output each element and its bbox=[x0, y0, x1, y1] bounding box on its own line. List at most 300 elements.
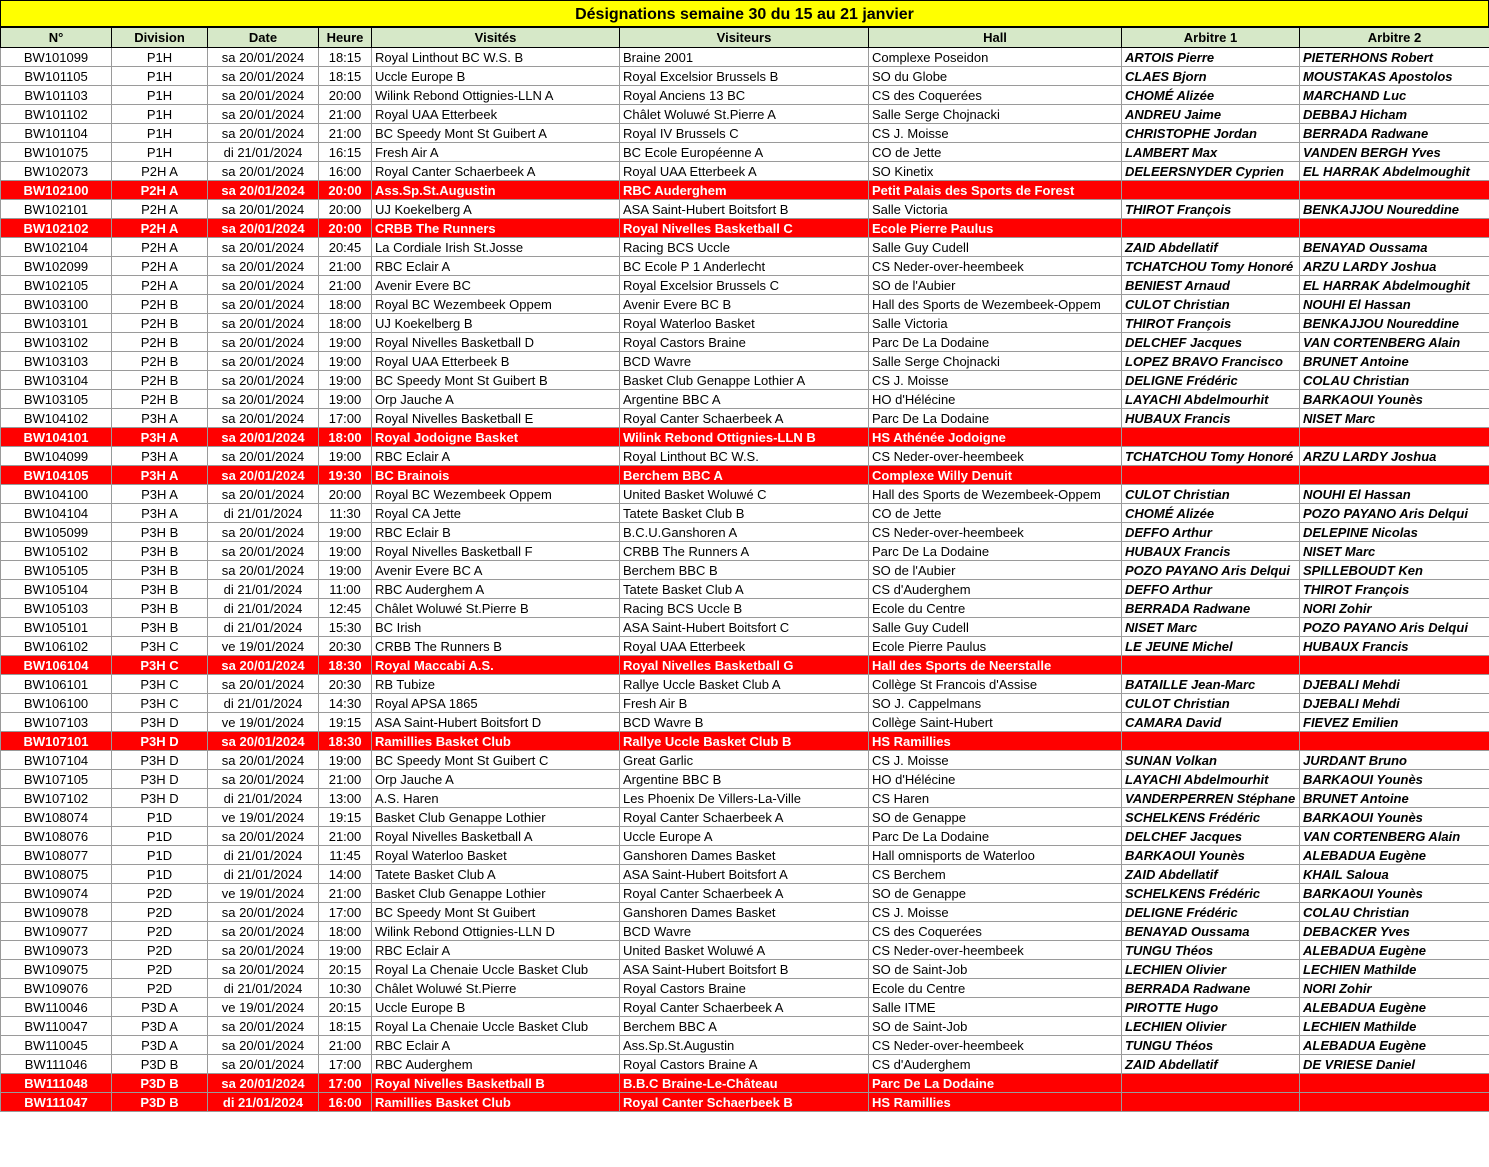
cell-hall[interactable]: CS des Coquerées bbox=[869, 922, 1122, 941]
cell-referee-1[interactable]: TUNGU Théos bbox=[1122, 1036, 1300, 1055]
cell-number[interactable]: BW102105 bbox=[1, 276, 112, 295]
cell-hall[interactable]: CS d'Auderghem bbox=[869, 1055, 1122, 1074]
cell-hall[interactable]: Parc De La Dodaine bbox=[869, 333, 1122, 352]
cell-hall[interactable]: SO de Saint-Job bbox=[869, 960, 1122, 979]
cell-visitors[interactable]: BC Ecole Européenne A bbox=[620, 143, 869, 162]
cell-home[interactable]: Avenir Evere BC A bbox=[372, 561, 620, 580]
cell-division[interactable]: P3H A bbox=[112, 504, 208, 523]
cell-visitors[interactable]: BCD Wavre bbox=[620, 922, 869, 941]
cell-visitors[interactable]: Great Garlic bbox=[620, 751, 869, 770]
cell-date[interactable]: sa 20/01/2024 bbox=[208, 48, 319, 67]
cell-hall[interactable]: Hall des Sports de Wezembeek-Oppem bbox=[869, 485, 1122, 504]
cell-visitors[interactable]: Royal Linthout BC W.S. bbox=[620, 447, 869, 466]
cell-division[interactable]: P3H D bbox=[112, 789, 208, 808]
cell-division[interactable]: P2D bbox=[112, 903, 208, 922]
cell-date[interactable]: ve 19/01/2024 bbox=[208, 808, 319, 827]
cell-division[interactable]: P2H B bbox=[112, 371, 208, 390]
cell-division[interactable]: P3H C bbox=[112, 656, 208, 675]
cell-number[interactable]: BW102104 bbox=[1, 238, 112, 257]
cell-division[interactable]: P3H B bbox=[112, 523, 208, 542]
cell-date[interactable]: sa 20/01/2024 bbox=[208, 276, 319, 295]
cell-visitors[interactable]: BCD Wavre B bbox=[620, 713, 869, 732]
cell-time[interactable]: 20:00 bbox=[319, 86, 372, 105]
cell-hall[interactable]: Collège Saint-Hubert bbox=[869, 713, 1122, 732]
cell-time[interactable]: 14:00 bbox=[319, 865, 372, 884]
cell-division[interactable]: P1H bbox=[112, 67, 208, 86]
cell-referee-2[interactable]: SPILLEBOUDT Ken bbox=[1300, 561, 1489, 580]
cell-date[interactable]: sa 20/01/2024 bbox=[208, 352, 319, 371]
cell-home[interactable]: BC Speedy Mont St Guibert bbox=[372, 903, 620, 922]
cell-visitors[interactable]: B.B.C Braine-Le-Château bbox=[620, 1074, 869, 1093]
cell-number[interactable]: BW106101 bbox=[1, 675, 112, 694]
cell-referee-2[interactable] bbox=[1300, 181, 1489, 200]
cell-referee-1[interactable] bbox=[1122, 732, 1300, 751]
cell-referee-2[interactable]: DEBACKER Yves bbox=[1300, 922, 1489, 941]
cell-time[interactable]: 20:15 bbox=[319, 960, 372, 979]
cell-home[interactable]: Royal Nivelles Basketball E bbox=[372, 409, 620, 428]
header-hall[interactable]: Hall bbox=[869, 28, 1122, 48]
cell-hall[interactable]: CS Neder-over-heembeek bbox=[869, 447, 1122, 466]
header-date[interactable]: Date bbox=[208, 28, 319, 48]
cell-visitors[interactable]: Royal Castors Braine bbox=[620, 333, 869, 352]
cell-date[interactable]: sa 20/01/2024 bbox=[208, 257, 319, 276]
cell-home[interactable]: Royal La Chenaie Uccle Basket Club bbox=[372, 960, 620, 979]
cell-date[interactable]: di 21/01/2024 bbox=[208, 599, 319, 618]
cell-hall[interactable]: CS Neder-over-heembeek bbox=[869, 257, 1122, 276]
cell-visitors[interactable]: Fresh Air B bbox=[620, 694, 869, 713]
cell-referee-2[interactable]: DEBBAJ Hicham bbox=[1300, 105, 1489, 124]
cell-hall[interactable]: CS J. Moisse bbox=[869, 903, 1122, 922]
cell-time[interactable]: 11:30 bbox=[319, 504, 372, 523]
cell-number[interactable]: BW103104 bbox=[1, 371, 112, 390]
cell-referee-2[interactable]: BARKAOUI Younès bbox=[1300, 884, 1489, 903]
cell-referee-1[interactable] bbox=[1122, 219, 1300, 238]
cell-referee-1[interactable]: ZAID Abdellatif bbox=[1122, 238, 1300, 257]
cell-referee-1[interactable]: BERRADA Radwane bbox=[1122, 979, 1300, 998]
cell-date[interactable]: ve 19/01/2024 bbox=[208, 884, 319, 903]
cell-referee-1[interactable]: POZO PAYANO Aris Delqui bbox=[1122, 561, 1300, 580]
cell-time[interactable]: 19:15 bbox=[319, 808, 372, 827]
cell-number[interactable]: BW102073 bbox=[1, 162, 112, 181]
cell-number[interactable]: BW109077 bbox=[1, 922, 112, 941]
cell-date[interactable]: di 21/01/2024 bbox=[208, 1093, 319, 1112]
cell-division[interactable]: P1D bbox=[112, 808, 208, 827]
cell-visitors[interactable]: Royal Anciens 13 BC bbox=[620, 86, 869, 105]
cell-visitors[interactable]: Avenir Evere BC B bbox=[620, 295, 869, 314]
cell-hall[interactable]: CS Neder-over-heembeek bbox=[869, 1036, 1122, 1055]
cell-number[interactable]: BW102102 bbox=[1, 219, 112, 238]
cell-referee-1[interactable]: LECHIEN Olivier bbox=[1122, 960, 1300, 979]
cell-number[interactable]: BW103101 bbox=[1, 314, 112, 333]
cell-visitors[interactable]: Royal IV Brussels C bbox=[620, 124, 869, 143]
cell-hall[interactable]: SO du Globe bbox=[869, 67, 1122, 86]
cell-home[interactable]: Royal UAA Etterbeek bbox=[372, 105, 620, 124]
cell-number[interactable]: BW106100 bbox=[1, 694, 112, 713]
cell-visitors[interactable]: Royal UAA Etterbeek bbox=[620, 637, 869, 656]
cell-home[interactable]: Royal Maccabi A.S. bbox=[372, 656, 620, 675]
cell-hall[interactable]: Complexe Poseidon bbox=[869, 48, 1122, 67]
cell-date[interactable]: sa 20/01/2024 bbox=[208, 922, 319, 941]
cell-time[interactable]: 13:00 bbox=[319, 789, 372, 808]
cell-number[interactable]: BW110046 bbox=[1, 998, 112, 1017]
cell-division[interactable]: P3D B bbox=[112, 1055, 208, 1074]
cell-hall[interactable]: Parc De La Dodaine bbox=[869, 1074, 1122, 1093]
cell-referee-1[interactable]: THIROT François bbox=[1122, 200, 1300, 219]
cell-visitors[interactable]: CRBB The Runners A bbox=[620, 542, 869, 561]
cell-date[interactable]: sa 20/01/2024 bbox=[208, 105, 319, 124]
cell-visitors[interactable]: Basket Club Genappe Lothier A bbox=[620, 371, 869, 390]
cell-time[interactable]: 19:00 bbox=[319, 751, 372, 770]
cell-home[interactable]: Orp Jauche A bbox=[372, 390, 620, 409]
cell-hall[interactable]: HO d'Hélécine bbox=[869, 390, 1122, 409]
cell-visitors[interactable]: Royal Castors Braine A bbox=[620, 1055, 869, 1074]
cell-referee-1[interactable]: DELIGNE Frédéric bbox=[1122, 371, 1300, 390]
cell-hall[interactable]: SO Kinetix bbox=[869, 162, 1122, 181]
cell-time[interactable]: 18:00 bbox=[319, 922, 372, 941]
cell-visitors[interactable]: Rallye Uccle Basket Club A bbox=[620, 675, 869, 694]
cell-referee-2[interactable]: EL HARRAK Abdelmoughit bbox=[1300, 276, 1489, 295]
cell-time[interactable]: 20:15 bbox=[319, 998, 372, 1017]
cell-number[interactable]: BW110045 bbox=[1, 1036, 112, 1055]
cell-referee-1[interactable] bbox=[1122, 1093, 1300, 1112]
cell-referee-1[interactable]: DELCHEF Jacques bbox=[1122, 827, 1300, 846]
cell-division[interactable]: P1H bbox=[112, 143, 208, 162]
cell-number[interactable]: BW105099 bbox=[1, 523, 112, 542]
cell-referee-1[interactable]: DELCHEF Jacques bbox=[1122, 333, 1300, 352]
cell-home[interactable]: Royal BC Wezembeek Oppem bbox=[372, 295, 620, 314]
cell-home[interactable]: Royal UAA Etterbeek B bbox=[372, 352, 620, 371]
cell-division[interactable]: P3H C bbox=[112, 675, 208, 694]
cell-referee-1[interactable]: LE JEUNE Michel bbox=[1122, 637, 1300, 656]
cell-visitors[interactable]: Royal Castors Braine bbox=[620, 979, 869, 998]
cell-home[interactable]: Royal Waterloo Basket bbox=[372, 846, 620, 865]
cell-hall[interactable]: CS Berchem bbox=[869, 865, 1122, 884]
cell-referee-2[interactable]: MOUSTAKAS Apostolos bbox=[1300, 67, 1489, 86]
cell-referee-2[interactable]: BARKAOUI Younès bbox=[1300, 808, 1489, 827]
cell-number[interactable]: BW104104 bbox=[1, 504, 112, 523]
cell-time[interactable]: 16:00 bbox=[319, 1093, 372, 1112]
cell-time[interactable]: 18:00 bbox=[319, 314, 372, 333]
cell-time[interactable]: 17:00 bbox=[319, 903, 372, 922]
cell-visitors[interactable]: Berchem BBC A bbox=[620, 466, 869, 485]
cell-referee-1[interactable]: BATAILLE Jean-Marc bbox=[1122, 675, 1300, 694]
cell-number[interactable]: BW108075 bbox=[1, 865, 112, 884]
cell-time[interactable]: 19:00 bbox=[319, 352, 372, 371]
cell-number[interactable]: BW109076 bbox=[1, 979, 112, 998]
cell-referee-2[interactable]: BARKAOUI Younès bbox=[1300, 770, 1489, 789]
cell-division[interactable]: P2H A bbox=[112, 219, 208, 238]
cell-referee-1[interactable]: TCHATCHOU Tomy Honoré bbox=[1122, 447, 1300, 466]
cell-date[interactable]: sa 20/01/2024 bbox=[208, 751, 319, 770]
cell-hall[interactable]: CS J. Moisse bbox=[869, 124, 1122, 143]
cell-time[interactable]: 17:00 bbox=[319, 1055, 372, 1074]
cell-division[interactable]: P3H B bbox=[112, 599, 208, 618]
cell-hall[interactable]: Petit Palais des Sports de Forest bbox=[869, 181, 1122, 200]
cell-division[interactable]: P2D bbox=[112, 979, 208, 998]
cell-hall[interactable]: CS des Coquerées bbox=[869, 86, 1122, 105]
cell-time[interactable]: 18:30 bbox=[319, 732, 372, 751]
cell-time[interactable]: 21:00 bbox=[319, 1036, 372, 1055]
cell-home[interactable]: Ramillies Basket Club bbox=[372, 732, 620, 751]
cell-number[interactable]: BW105103 bbox=[1, 599, 112, 618]
cell-number[interactable]: BW108076 bbox=[1, 827, 112, 846]
cell-number[interactable]: BW107103 bbox=[1, 713, 112, 732]
cell-division[interactable]: P3D A bbox=[112, 1036, 208, 1055]
cell-date[interactable]: di 21/01/2024 bbox=[208, 694, 319, 713]
cell-referee-2[interactable]: HUBAUX Francis bbox=[1300, 637, 1489, 656]
cell-number[interactable]: BW107101 bbox=[1, 732, 112, 751]
cell-referee-2[interactable] bbox=[1300, 219, 1489, 238]
cell-date[interactable]: sa 20/01/2024 bbox=[208, 466, 319, 485]
cell-visitors[interactable]: Royal Canter Schaerbeek B bbox=[620, 1093, 869, 1112]
cell-referee-1[interactable]: SCHELKENS Frédéric bbox=[1122, 884, 1300, 903]
cell-division[interactable]: P2H A bbox=[112, 181, 208, 200]
cell-hall[interactable]: Salle Guy Cudell bbox=[869, 618, 1122, 637]
cell-visitors[interactable]: Uccle Europe A bbox=[620, 827, 869, 846]
cell-home[interactable]: Basket Club Genappe Lothier bbox=[372, 808, 620, 827]
cell-number[interactable]: BW104102 bbox=[1, 409, 112, 428]
cell-division[interactable]: P3H D bbox=[112, 732, 208, 751]
cell-hall[interactable]: Parc De La Dodaine bbox=[869, 827, 1122, 846]
header-referee-1[interactable]: Arbitre 1 bbox=[1122, 28, 1300, 48]
cell-date[interactable]: sa 20/01/2024 bbox=[208, 428, 319, 447]
cell-division[interactable]: P3H B bbox=[112, 542, 208, 561]
cell-hall[interactable]: Salle Serge Chojnacki bbox=[869, 105, 1122, 124]
cell-referee-2[interactable]: BARKAOUI Younès bbox=[1300, 390, 1489, 409]
cell-hall[interactable]: HS Athénée Jodoigne bbox=[869, 428, 1122, 447]
cell-time[interactable]: 19:00 bbox=[319, 371, 372, 390]
cell-date[interactable]: sa 20/01/2024 bbox=[208, 162, 319, 181]
cell-number[interactable]: BW105102 bbox=[1, 542, 112, 561]
cell-visitors[interactable]: Tatete Basket Club A bbox=[620, 580, 869, 599]
cell-time[interactable]: 17:00 bbox=[319, 1074, 372, 1093]
cell-visitors[interactable]: Ganshoren Dames Basket bbox=[620, 846, 869, 865]
cell-hall[interactable]: HS Ramillies bbox=[869, 732, 1122, 751]
cell-division[interactable]: P2H A bbox=[112, 276, 208, 295]
cell-hall[interactable]: Ecole Pierre Paulus bbox=[869, 219, 1122, 238]
cell-referee-1[interactable]: CLAES Bjorn bbox=[1122, 67, 1300, 86]
cell-referee-1[interactable]: BENAYAD Oussama bbox=[1122, 922, 1300, 941]
cell-hall[interactable]: Ecole du Centre bbox=[869, 979, 1122, 998]
cell-number[interactable]: BW110047 bbox=[1, 1017, 112, 1036]
cell-time[interactable]: 20:00 bbox=[319, 181, 372, 200]
cell-date[interactable]: sa 20/01/2024 bbox=[208, 903, 319, 922]
cell-division[interactable]: P3H A bbox=[112, 428, 208, 447]
cell-division[interactable]: P1D bbox=[112, 827, 208, 846]
cell-referee-2[interactable]: DJEBALI Mehdi bbox=[1300, 694, 1489, 713]
cell-home[interactable]: Ramillies Basket Club bbox=[372, 1093, 620, 1112]
cell-visitors[interactable]: ASA Saint-Hubert Boitsfort B bbox=[620, 960, 869, 979]
cell-time[interactable]: 10:30 bbox=[319, 979, 372, 998]
cell-date[interactable]: sa 20/01/2024 bbox=[208, 542, 319, 561]
cell-referee-1[interactable]: DEFFO Arthur bbox=[1122, 523, 1300, 542]
cell-date[interactable]: di 21/01/2024 bbox=[208, 846, 319, 865]
cell-visitors[interactable]: B.C.U.Ganshoren A bbox=[620, 523, 869, 542]
cell-referee-2[interactable]: DELEPINE Nicolas bbox=[1300, 523, 1489, 542]
cell-referee-1[interactable]: BENIEST Arnaud bbox=[1122, 276, 1300, 295]
cell-hall[interactable]: CS J. Moisse bbox=[869, 371, 1122, 390]
cell-hall[interactable]: HS Ramillies bbox=[869, 1093, 1122, 1112]
cell-referee-1[interactable]: CULOT Christian bbox=[1122, 295, 1300, 314]
cell-hall[interactable]: CS Neder-over-heembeek bbox=[869, 941, 1122, 960]
cell-hall[interactable]: Salle Serge Chojnacki bbox=[869, 352, 1122, 371]
cell-referee-1[interactable]: HUBAUX Francis bbox=[1122, 409, 1300, 428]
cell-referee-2[interactable]: ALEBADUA Eugène bbox=[1300, 846, 1489, 865]
cell-number[interactable]: BW111047 bbox=[1, 1093, 112, 1112]
cell-visitors[interactable]: Châlet Woluwé St.Pierre A bbox=[620, 105, 869, 124]
header-time[interactable]: Heure bbox=[319, 28, 372, 48]
cell-home[interactable]: Avenir Evere BC bbox=[372, 276, 620, 295]
cell-referee-2[interactable]: DJEBALI Mehdi bbox=[1300, 675, 1489, 694]
cell-home[interactable]: Royal Canter Schaerbeek A bbox=[372, 162, 620, 181]
cell-referee-1[interactable]: DEFFO Arthur bbox=[1122, 580, 1300, 599]
cell-visitors[interactable]: ASA Saint-Hubert Boitsfort B bbox=[620, 200, 869, 219]
cell-division[interactable]: P1H bbox=[112, 86, 208, 105]
cell-referee-2[interactable]: THIROT François bbox=[1300, 580, 1489, 599]
cell-date[interactable]: ve 19/01/2024 bbox=[208, 713, 319, 732]
cell-home[interactable]: Uccle Europe B bbox=[372, 998, 620, 1017]
cell-hall[interactable]: Hall omnisports de Waterloo bbox=[869, 846, 1122, 865]
cell-home[interactable]: Royal BC Wezembeek Oppem bbox=[372, 485, 620, 504]
cell-division[interactable]: P2H B bbox=[112, 390, 208, 409]
header-home[interactable]: Visités bbox=[372, 28, 620, 48]
cell-referee-1[interactable]: LAYACHI Abdelmourhit bbox=[1122, 390, 1300, 409]
cell-referee-1[interactable]: TUNGU Théos bbox=[1122, 941, 1300, 960]
cell-time[interactable]: 19:00 bbox=[319, 390, 372, 409]
cell-time[interactable]: 21:00 bbox=[319, 276, 372, 295]
cell-visitors[interactable]: Ganshoren Dames Basket bbox=[620, 903, 869, 922]
cell-visitors[interactable]: Tatete Basket Club B bbox=[620, 504, 869, 523]
header-division[interactable]: Division bbox=[112, 28, 208, 48]
cell-number[interactable]: BW103102 bbox=[1, 333, 112, 352]
cell-referee-1[interactable]: LAYACHI Abdelmourhit bbox=[1122, 770, 1300, 789]
cell-home[interactable]: Ass.Sp.St.Augustin bbox=[372, 181, 620, 200]
cell-time[interactable]: 17:00 bbox=[319, 409, 372, 428]
cell-hall[interactable]: SO de Saint-Job bbox=[869, 1017, 1122, 1036]
cell-referee-1[interactable] bbox=[1122, 466, 1300, 485]
cell-referee-2[interactable]: MARCHAND Luc bbox=[1300, 86, 1489, 105]
cell-division[interactable]: P2H B bbox=[112, 333, 208, 352]
cell-referee-2[interactable]: VANDEN BERGH Yves bbox=[1300, 143, 1489, 162]
cell-home[interactable]: Wilink Rebond Ottignies-LLN A bbox=[372, 86, 620, 105]
cell-time[interactable]: 19:00 bbox=[319, 561, 372, 580]
cell-division[interactable]: P2H A bbox=[112, 238, 208, 257]
cell-time[interactable]: 19:00 bbox=[319, 941, 372, 960]
cell-date[interactable]: di 21/01/2024 bbox=[208, 618, 319, 637]
cell-date[interactable]: sa 20/01/2024 bbox=[208, 390, 319, 409]
cell-visitors[interactable]: ASA Saint-Hubert Boitsfort C bbox=[620, 618, 869, 637]
cell-referee-2[interactable]: COLAU Christian bbox=[1300, 903, 1489, 922]
cell-referee-2[interactable] bbox=[1300, 466, 1489, 485]
cell-referee-2[interactable] bbox=[1300, 1093, 1489, 1112]
cell-date[interactable]: sa 20/01/2024 bbox=[208, 523, 319, 542]
cell-time[interactable]: 18:30 bbox=[319, 656, 372, 675]
cell-date[interactable]: sa 20/01/2024 bbox=[208, 1055, 319, 1074]
cell-referee-2[interactable]: NORI Zohir bbox=[1300, 599, 1489, 618]
cell-division[interactable]: P3D B bbox=[112, 1074, 208, 1093]
cell-time[interactable]: 20:30 bbox=[319, 675, 372, 694]
cell-visitors[interactable]: Ass.Sp.St.Augustin bbox=[620, 1036, 869, 1055]
cell-number[interactable]: BW106104 bbox=[1, 656, 112, 675]
cell-hall[interactable]: CO de Jette bbox=[869, 143, 1122, 162]
cell-referee-1[interactable]: DELEERSNYDER Cyprien bbox=[1122, 162, 1300, 181]
cell-hall[interactable]: Parc De La Dodaine bbox=[869, 409, 1122, 428]
cell-number[interactable]: BW101102 bbox=[1, 105, 112, 124]
cell-referee-1[interactable]: THIROT François bbox=[1122, 314, 1300, 333]
cell-number[interactable]: BW101099 bbox=[1, 48, 112, 67]
cell-number[interactable]: BW101104 bbox=[1, 124, 112, 143]
cell-number[interactable]: BW109073 bbox=[1, 941, 112, 960]
cell-home[interactable]: RBC Eclair A bbox=[372, 257, 620, 276]
cell-division[interactable]: P2H A bbox=[112, 257, 208, 276]
cell-referee-2[interactable]: ALEBADUA Eugène bbox=[1300, 941, 1489, 960]
cell-hall[interactable]: Ecole du Centre bbox=[869, 599, 1122, 618]
cell-referee-2[interactable]: NISET Marc bbox=[1300, 542, 1489, 561]
cell-home[interactable]: Châlet Woluwé St.Pierre bbox=[372, 979, 620, 998]
cell-division[interactable]: P1H bbox=[112, 48, 208, 67]
cell-visitors[interactable]: Berchem BBC B bbox=[620, 561, 869, 580]
cell-date[interactable]: sa 20/01/2024 bbox=[208, 561, 319, 580]
cell-date[interactable]: sa 20/01/2024 bbox=[208, 219, 319, 238]
cell-time[interactable]: 15:30 bbox=[319, 618, 372, 637]
cell-date[interactable]: sa 20/01/2024 bbox=[208, 656, 319, 675]
cell-date[interactable]: sa 20/01/2024 bbox=[208, 732, 319, 751]
cell-division[interactable]: P3H B bbox=[112, 580, 208, 599]
cell-home[interactable]: Basket Club Genappe Lothier bbox=[372, 884, 620, 903]
cell-number[interactable]: BW104105 bbox=[1, 466, 112, 485]
cell-referee-1[interactable]: ANDREU Jaime bbox=[1122, 105, 1300, 124]
cell-time[interactable]: 19:00 bbox=[319, 333, 372, 352]
cell-number[interactable]: BW102100 bbox=[1, 181, 112, 200]
cell-home[interactable]: Châlet Woluwé St.Pierre B bbox=[372, 599, 620, 618]
cell-number[interactable]: BW102101 bbox=[1, 200, 112, 219]
cell-number[interactable]: BW108077 bbox=[1, 846, 112, 865]
cell-home[interactable]: RBC Eclair A bbox=[372, 941, 620, 960]
cell-referee-1[interactable]: LOPEZ BRAVO Francisco bbox=[1122, 352, 1300, 371]
cell-referee-1[interactable]: CHOMÉ Alizée bbox=[1122, 86, 1300, 105]
cell-home[interactable]: Uccle Europe B bbox=[372, 67, 620, 86]
cell-time[interactable]: 18:15 bbox=[319, 1017, 372, 1036]
cell-home[interactable]: UJ Koekelberg B bbox=[372, 314, 620, 333]
cell-referee-2[interactable]: POZO PAYANO Aris Delqui bbox=[1300, 504, 1489, 523]
cell-home[interactable]: BC Speedy Mont St Guibert C bbox=[372, 751, 620, 770]
cell-home[interactable]: CRBB The Runners bbox=[372, 219, 620, 238]
cell-time[interactable]: 19:00 bbox=[319, 447, 372, 466]
cell-home[interactable]: RBC Eclair A bbox=[372, 447, 620, 466]
cell-time[interactable]: 16:00 bbox=[319, 162, 372, 181]
header-referee-2[interactable]: Arbitre 2 bbox=[1300, 28, 1489, 48]
cell-referee-1[interactable]: TCHATCHOU Tomy Honoré bbox=[1122, 257, 1300, 276]
cell-visitors[interactable]: Les Phoenix De Villers-La-Ville bbox=[620, 789, 869, 808]
cell-division[interactable]: P3D A bbox=[112, 998, 208, 1017]
cell-referee-2[interactable]: ALEBADUA Eugène bbox=[1300, 998, 1489, 1017]
cell-referee-1[interactable] bbox=[1122, 181, 1300, 200]
cell-referee-2[interactable] bbox=[1300, 732, 1489, 751]
cell-home[interactable]: Wilink Rebond Ottignies-LLN D bbox=[372, 922, 620, 941]
cell-referee-1[interactable]: CAMARA David bbox=[1122, 713, 1300, 732]
cell-hall[interactable]: Salle Victoria bbox=[869, 314, 1122, 333]
cell-referee-2[interactable]: POZO PAYANO Aris Delqui bbox=[1300, 618, 1489, 637]
cell-home[interactable]: Royal Jodoigne Basket bbox=[372, 428, 620, 447]
cell-division[interactable]: P3H A bbox=[112, 409, 208, 428]
cell-visitors[interactable]: Royal Nivelles Basketball C bbox=[620, 219, 869, 238]
cell-hall[interactable]: HO d'Hélécine bbox=[869, 770, 1122, 789]
cell-visitors[interactable]: Rallye Uccle Basket Club B bbox=[620, 732, 869, 751]
cell-time[interactable]: 14:30 bbox=[319, 694, 372, 713]
cell-visitors[interactable]: Racing BCS Uccle B bbox=[620, 599, 869, 618]
cell-time[interactable]: 20:30 bbox=[319, 637, 372, 656]
cell-referee-2[interactable]: ARZU LARDY Joshua bbox=[1300, 447, 1489, 466]
